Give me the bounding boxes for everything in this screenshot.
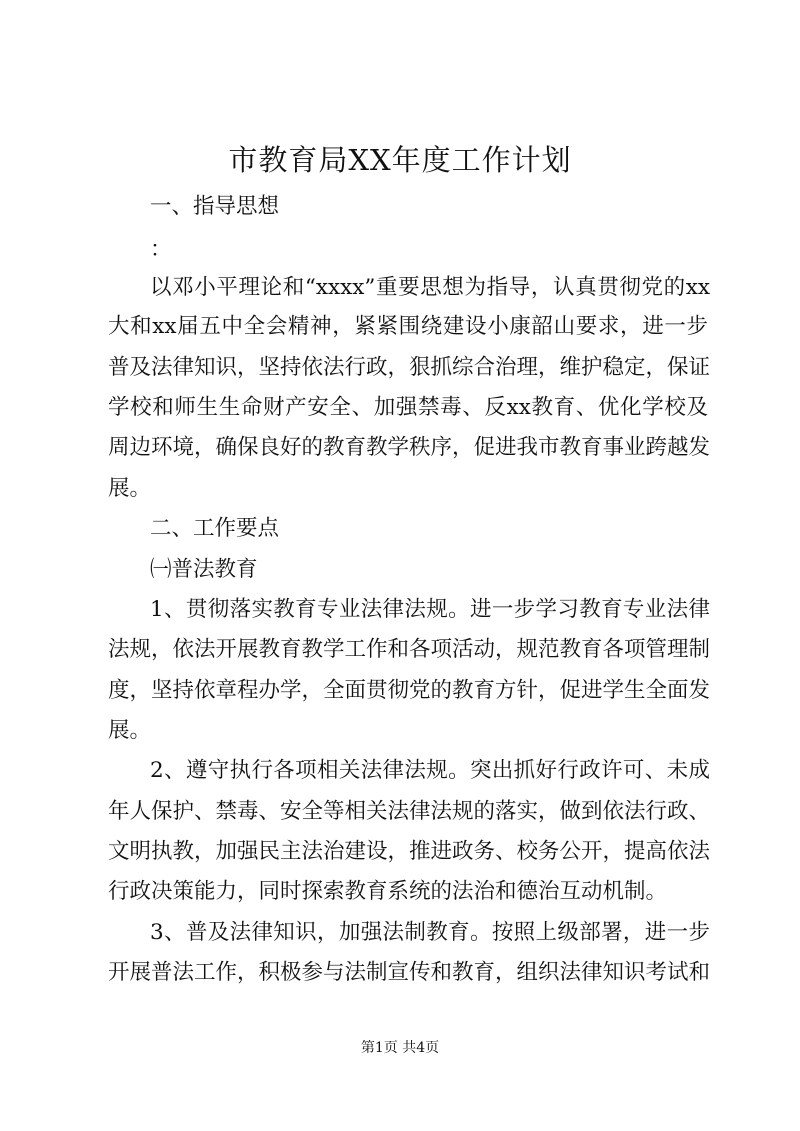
page-number-footer: 第1页 共4页	[360, 1040, 440, 1056]
document-title: 市教育局XX年度工作计划	[228, 143, 572, 177]
paragraph-line: 度，坚持依章程办学，全面贯彻党的教育方针，促进学生全面发	[108, 678, 711, 703]
paragraph-line: 普及法律知识，坚持依法行政，狠抓综合治理，维护稳定，保证	[108, 355, 711, 380]
subsection-heading: ㈠普法教育	[150, 557, 258, 582]
paragraph-line: 法规，依法开展教育教学工作和各项活动，规范教育各项管理制	[108, 637, 711, 662]
paragraph-line: 以邓小平理论和“xxxx”重要思想为指导，认真贯彻党的xx	[150, 275, 710, 300]
paragraph-line: 开展普法工作，积极参与法制宣传和教育，组织法律知识考试和	[108, 960, 711, 985]
paragraph-line: 学校和师生生命财产安全、加强禁毒、反xx教育、优化学校及	[108, 395, 708, 420]
paragraph-line: 3、普及法律知识，加强法制教育。按照上级部署，进一步	[150, 920, 710, 945]
section-heading: 二、工作要点	[150, 516, 280, 541]
paragraph-line: 文明执教，加强民主法治建设，推进政务、校务公开，提高依法	[108, 839, 711, 864]
paragraph-line: 大和xx届五中全会精神，紧紧围绕建设小康韶山要求，进一步	[108, 314, 708, 339]
paragraph-line: 年人保护、禁毒、安全等相关法律法规的落实，做到依法行政、	[108, 799, 711, 824]
paragraph-line: 展。	[108, 718, 152, 743]
paragraph-line: 行政决策能力，同时探索教育系统的法治和德治互动机制。	[108, 879, 668, 904]
text-line: ：	[150, 237, 172, 262]
section-heading: 一、指导思想	[150, 194, 280, 219]
paragraph-line: 周边环境，确保良好的教育教学秩序，促进我市教育事业跨越发	[108, 435, 711, 460]
paragraph-line: 2、遵守执行各项相关法律法规。突出抓好行政许可、未成	[150, 758, 710, 783]
paragraph-line: 展。	[108, 476, 152, 501]
paragraph-line: 1、贯彻落实教育专业法律法规。进一步学习教育专业法律	[150, 597, 710, 622]
